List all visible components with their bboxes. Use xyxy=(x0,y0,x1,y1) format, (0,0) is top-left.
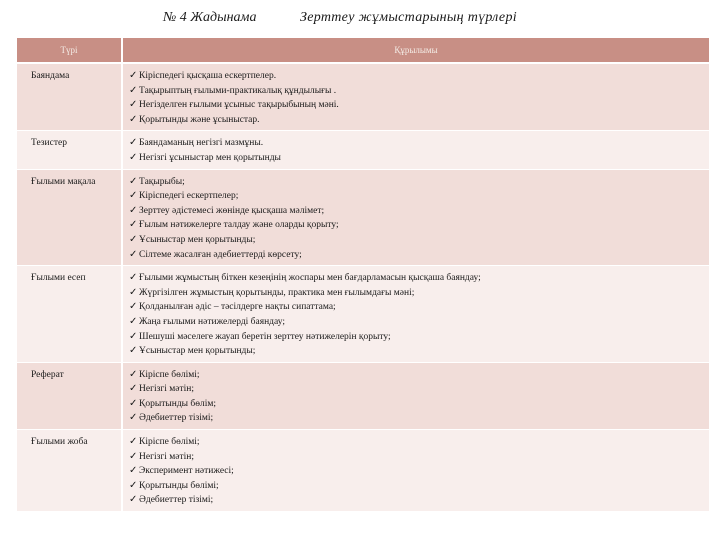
list-item-text: Баяндаманың негізгі мазмұны. xyxy=(139,138,264,149)
list-item xyxy=(129,300,705,315)
checkmark-icon: ✓ xyxy=(129,315,138,327)
checkmark-icon: ✓ xyxy=(129,84,138,96)
table-row xyxy=(17,362,709,429)
list-item xyxy=(129,175,705,190)
checkmark-icon: ✓ xyxy=(129,494,138,506)
list-item xyxy=(129,315,705,330)
list-item-text: Ұсыныстар мен қорытынды; xyxy=(139,346,256,357)
checkmark-icon: ✓ xyxy=(129,272,138,284)
list-item-text: Негізгі мәтін; xyxy=(139,451,195,462)
list-item-text: Кіріспе бөлімі; xyxy=(139,437,200,448)
row-structure-cell xyxy=(122,430,709,512)
table-row xyxy=(17,131,709,169)
checkmark-icon: ✓ xyxy=(129,436,138,448)
list-item-text: Зерттеу әдістемесі жөнінде қысқаша мәлімет; xyxy=(139,205,325,216)
list-item xyxy=(129,218,705,233)
checkmark-icon: ✓ xyxy=(129,190,138,202)
list-item xyxy=(129,69,705,84)
research-types-table xyxy=(17,38,709,512)
list-item xyxy=(129,493,705,508)
checkmark-icon: ✓ xyxy=(129,137,138,149)
list-item xyxy=(129,479,705,494)
list-item-text: Шешуші мәселеге жауап беретін зерттеу нәтижелерін қорыту; xyxy=(139,331,391,342)
page-header xyxy=(0,10,720,30)
table-header-row xyxy=(17,38,709,63)
list-item-text: Тақырыбы; xyxy=(139,176,185,187)
list-item xyxy=(129,344,705,359)
checkmark-icon: ✓ xyxy=(129,479,138,491)
list-item-text: Негізгі мәтін; xyxy=(139,384,195,395)
list-item xyxy=(129,382,705,397)
memo-number: № 4 Жадынама xyxy=(163,10,257,25)
list-item-text: Ғылым нәтижелерге талдау және оларды қорыту; xyxy=(139,220,339,231)
checkmark-icon: ✓ xyxy=(129,450,138,462)
list-item-text: Ғылыми жұмыстың біткен кезеңінің жоспары мен бағдарламасын қысқаша баяндау; xyxy=(139,273,481,284)
list-item xyxy=(129,411,705,426)
list-item-text: Негізгі ұсыныстар мен қорытынды xyxy=(139,152,281,163)
list-item-text: Кіріспедегі қысқаша ескертпелер. xyxy=(139,71,277,81)
checkmark-icon: ✓ xyxy=(129,412,138,424)
row-type-cell: Тезистер xyxy=(17,131,122,169)
checkmark-icon: ✓ xyxy=(129,465,138,477)
checkmark-icon: ✓ xyxy=(129,248,138,260)
list-item-text: Әдебиеттер тізімі; xyxy=(139,413,214,424)
checkmark-icon: ✓ xyxy=(129,99,138,111)
row-type-cell: Реферат xyxy=(17,362,122,429)
list-item-text: Кіріспе бөлімі; xyxy=(139,369,200,380)
checkmark-icon: ✓ xyxy=(129,345,138,357)
checkmark-icon: ✓ xyxy=(129,219,138,231)
list-item xyxy=(129,286,705,301)
list-item xyxy=(129,189,705,204)
checkmark-icon: ✓ xyxy=(129,286,138,298)
checkmark-icon: ✓ xyxy=(129,70,138,81)
row-type-cell: Баяндама xyxy=(17,63,122,131)
checkmark-icon: ✓ xyxy=(129,175,138,187)
column-header-structure: Құрылымы xyxy=(122,38,709,63)
table-row xyxy=(17,63,709,131)
list-item xyxy=(129,233,705,248)
list-item-text: Ұсыныстар мен қорытынды; xyxy=(139,234,256,245)
checkmark-icon: ✓ xyxy=(129,204,138,216)
list-item-text: Негізделген ғылыми ұсыныс тақырыбының мәні. xyxy=(139,100,339,111)
list-item-text: Қолданылған әдіс – тәсілдерге нақты сипаттама; xyxy=(139,302,336,313)
row-structure-cell xyxy=(122,266,709,363)
row-type-cell: Ғылыми жоба xyxy=(17,430,122,512)
checkmark-icon: ✓ xyxy=(129,330,138,342)
table-body xyxy=(17,63,709,512)
list-item-text: Сілтеме жасалған әдебиеттерді көрсету; xyxy=(139,249,302,260)
row-structure-cell xyxy=(122,131,709,169)
list-item xyxy=(129,84,705,99)
list-item-text: Эксперимент нәтижесі; xyxy=(139,466,234,477)
list-item-text: Жүргізілген жұмыстың қорытынды, практика мен ғылымдағы мәні; xyxy=(139,287,415,298)
list-item-text: Қорытынды және ұсыныстар. xyxy=(139,114,260,125)
row-structure-cell xyxy=(122,169,709,266)
checkmark-icon: ✓ xyxy=(129,151,138,163)
row-type-cell: Ғылыми есеп xyxy=(17,266,122,363)
list-item xyxy=(129,151,705,166)
list-item xyxy=(129,450,705,465)
checkmark-icon: ✓ xyxy=(129,113,138,125)
checkmark-icon: ✓ xyxy=(129,301,138,313)
list-item-text: Қорытынды бөлімі; xyxy=(139,480,219,491)
list-item xyxy=(129,271,705,286)
checkmark-icon: ✓ xyxy=(129,383,138,395)
list-item xyxy=(129,136,705,151)
table-row xyxy=(17,430,709,512)
list-item-text: Қорытынды бөлім; xyxy=(139,398,217,409)
list-item xyxy=(129,435,705,450)
list-item xyxy=(129,368,705,383)
checkmark-icon: ✓ xyxy=(129,233,138,245)
list-item xyxy=(129,330,705,345)
list-item xyxy=(129,397,705,412)
list-item xyxy=(129,98,705,113)
list-item xyxy=(129,204,705,219)
list-item-text: Кіріспедегі ескертпелер; xyxy=(139,191,239,202)
page-title: Зерттеу жұмыстарының түрлері xyxy=(300,10,517,25)
list-item-text: Тақырыптың ғылыми-практикалық құндылығы . xyxy=(139,85,337,96)
row-structure-cell xyxy=(122,63,709,131)
table-row xyxy=(17,266,709,363)
list-item-text: Жаңа ғылыми нәтижелерді баяндау; xyxy=(139,316,285,327)
row-type-cell: Ғылыми мақала xyxy=(17,169,122,266)
checkmark-icon: ✓ xyxy=(129,368,138,380)
checkmark-icon: ✓ xyxy=(129,397,138,409)
list-item xyxy=(129,113,705,128)
list-item-text: Әдебиеттер тізімі; xyxy=(139,495,214,506)
table-row xyxy=(17,169,709,266)
column-header-type: Түрі xyxy=(17,38,122,63)
list-item xyxy=(129,464,705,479)
row-structure-cell xyxy=(122,362,709,429)
list-item xyxy=(129,248,705,263)
